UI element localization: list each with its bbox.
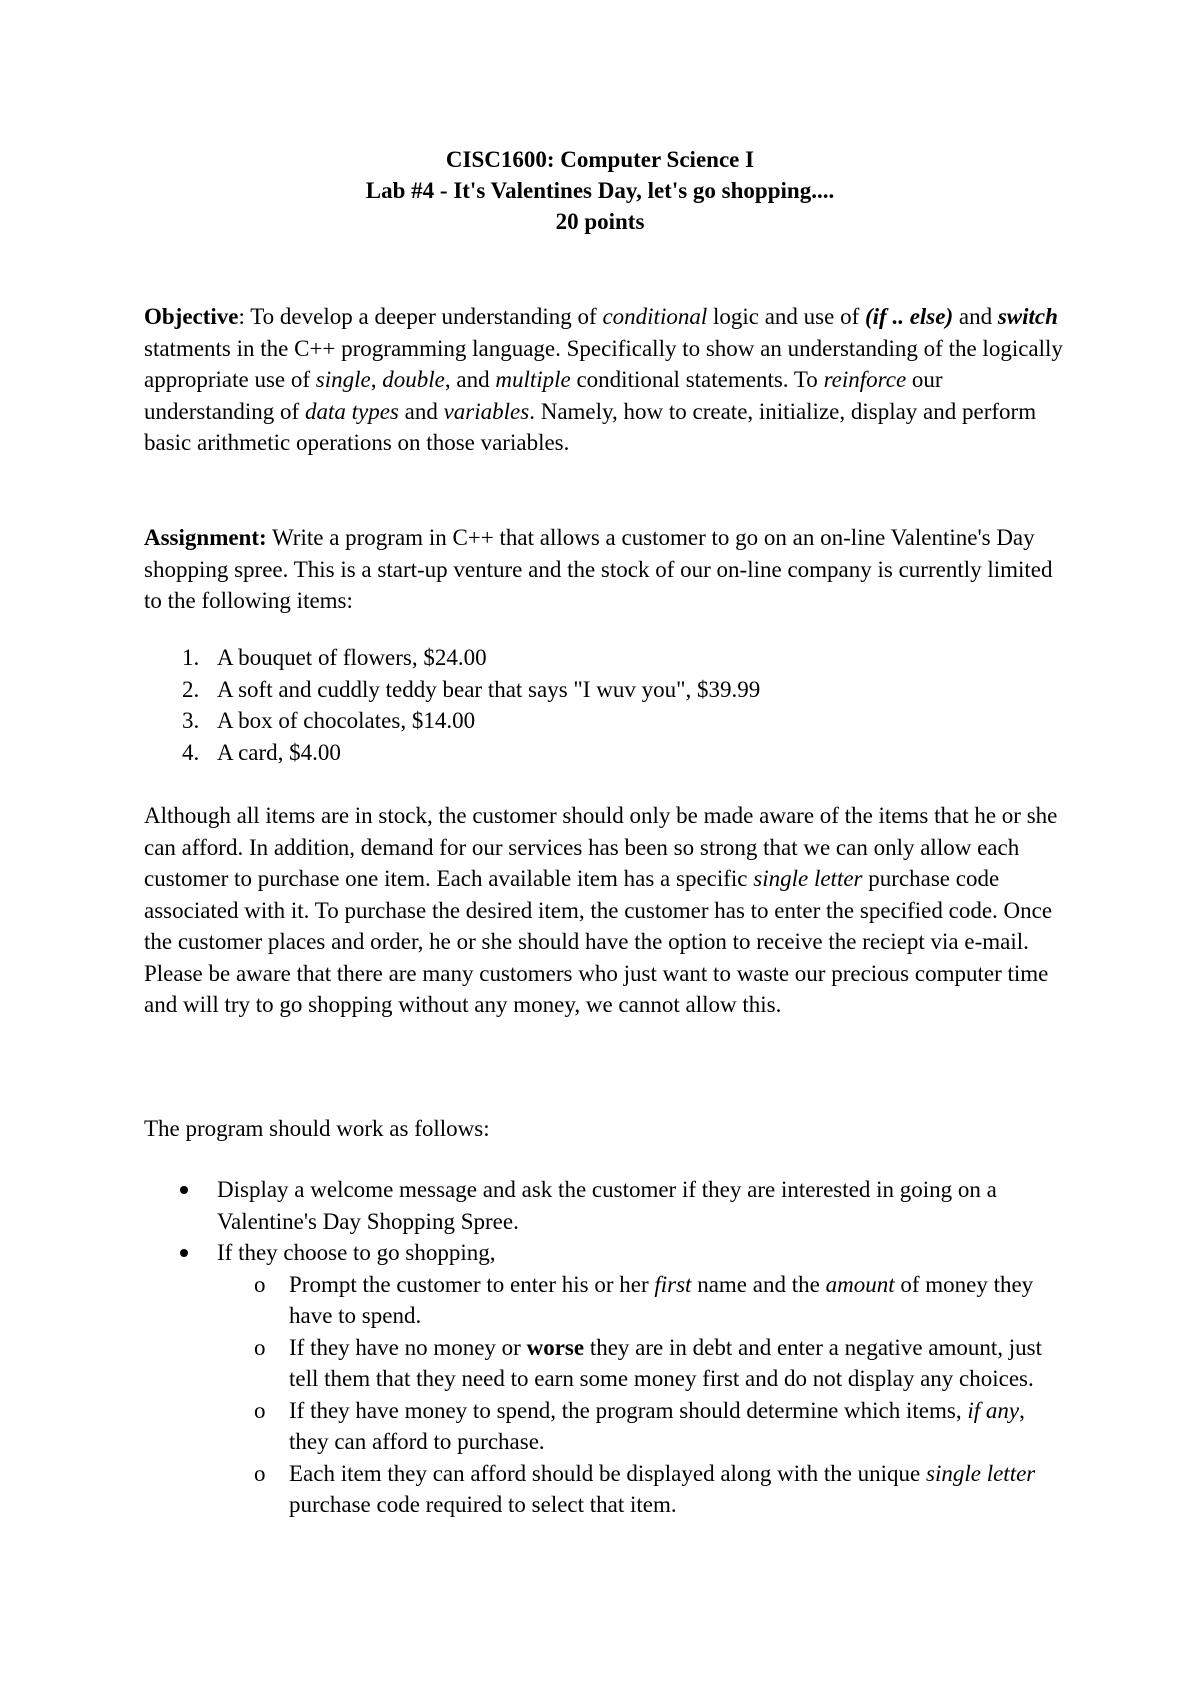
sub-item-text: they are in debt and enter a negative amount, just tell them that they need to earn some money first and do not display any choices. — [289, 1334, 1043, 1391]
item-number: 3. — [182, 708, 200, 733]
item-text: A card, $4.00 — [217, 739, 341, 765]
objective-emphasis: variables — [443, 398, 530, 424]
objective-emphasis: multiple — [495, 367, 571, 392]
instruction-list — [144, 1174, 1064, 1521]
sub-item-emphasis: first — [654, 1271, 692, 1297]
objective-text: and — [953, 304, 998, 329]
sub-list-item — [144, 1458, 1064, 1521]
sub-item-emphasis: worse — [526, 1334, 585, 1360]
afford-paragraph — [144, 800, 1064, 1021]
circle-bullet-icon: o — [254, 1334, 266, 1360]
assignment-paragraph — [144, 522, 1064, 617]
item-text: A bouquet of flowers, $24.00 — [217, 645, 487, 670]
sub-item-text: If they have money to spend, the program should determine which items, — [289, 1397, 968, 1423]
course-title: CISC1600: Computer Science I — [445, 147, 755, 172]
objective-text: conditional statements. To — [570, 367, 824, 392]
objective-text: logic and use of — [707, 304, 865, 329]
sub-item-emphasis: if any — [967, 1397, 1020, 1423]
document-header — [0, 144, 1200, 237]
list-item — [144, 674, 1044, 706]
list-item — [144, 737, 1044, 769]
objective-emphasis: conditional — [602, 304, 708, 329]
objective-text: , — [370, 367, 383, 392]
objective-text: our understanding of — [144, 367, 943, 424]
objective-text: , and — [444, 367, 496, 392]
circle-bullet-icon: o — [254, 1397, 266, 1423]
sub-item-text: Prompt the customer to enter his or her — [289, 1271, 655, 1297]
list-item — [144, 1174, 1064, 1237]
sub-item-text: If they have no money or — [289, 1334, 527, 1360]
objective-text: statments in the C++ programming language. Specifically to show an understanding of the logically appropriate use of — [144, 335, 1063, 392]
sub-list-item — [144, 1269, 1064, 1332]
sub-item-emphasis: amount — [825, 1271, 895, 1297]
objective-text: : To develop a deeper understanding of — [238, 304, 603, 329]
bullet-icon — [180, 1186, 188, 1194]
objective-keyword: switch — [997, 304, 1058, 329]
circle-bullet-icon: o — [254, 1271, 266, 1297]
sub-list-item — [144, 1332, 1064, 1395]
sub-item-emphasis: single letter — [926, 1460, 1036, 1486]
sub-item-text: of money they have to spend. — [289, 1271, 1034, 1328]
assignment-label: Assignment: — [144, 525, 267, 550]
sub-item-text: , they can afford to purchase. — [289, 1397, 1025, 1454]
bullet-icon — [180, 1249, 188, 1257]
afford-text: Although all items are in stock, the customer should only be made aware of the items that he or she can afford. In addition, demand for our services has been so strong that we can only allow each customer to purchase one item. Each available item has a specific — [144, 803, 1058, 891]
item-number: 2. — [182, 676, 200, 702]
item-text: A soft and cuddly teddy bear that says "I wuv you", $39.99 — [217, 676, 761, 702]
objective-keyword: (if .. else) — [865, 304, 954, 329]
objective-text: and — [398, 398, 444, 424]
item-number: 1. — [182, 645, 200, 670]
sub-item-text: purchase code required to select that item. — [289, 1492, 677, 1517]
assignment-text: Write a program in C++ that allows a customer to go on an on-line Valentine's Day shopping spree. This is a start-up venture and the stock of our on-line company is currently limited to the following items: — [144, 525, 1053, 613]
bullet-text: If they choose to go shopping, — [217, 1240, 496, 1265]
sub-list-item — [144, 1395, 1064, 1458]
objective-emphasis: data types — [304, 398, 399, 424]
program-intro: The program should work as follows: — [144, 1116, 490, 1141]
objective-label: Objective — [144, 304, 239, 329]
sub-item-text: Each item they can afford should be displayed along with the unique — [289, 1460, 927, 1486]
afford-emphasis: single letter — [753, 866, 863, 891]
objective-paragraph — [144, 301, 1064, 459]
sub-item-text: name and the — [691, 1271, 826, 1297]
objective-emphasis: double — [382, 367, 445, 392]
circle-bullet-icon: o — [254, 1460, 266, 1486]
objective-emphasis: reinforce — [823, 367, 907, 392]
list-item — [144, 642, 1044, 674]
list-item — [144, 1237, 1064, 1269]
item-text: A box of chocolates, $14.00 — [217, 708, 476, 733]
item-number: 4. — [182, 739, 200, 765]
objective-emphasis: single — [315, 367, 371, 392]
lab-title: Lab #4 - It's Valentines Day, let's go shopping.... — [365, 178, 835, 203]
item-list — [144, 642, 1044, 768]
bullet-text: Display a welcome message and ask the customer if they are interested in going on a Valentine's Day Shopping Spree. — [217, 1177, 997, 1234]
objective-text: . Namely, how to create, initialize, display and perform basic arithmetic operations on those variables. — [144, 398, 1037, 455]
afford-text: purchase code associated with it. To purchase the desired item, the customer has to enter the specified code. Once the customer places and order, he or she should have the option to receive the reciept via e-mail. Please be aware that there are many customers who just want to waste our precious computer time and will try to go shopping without any money, we cannot allow this. — [144, 866, 1053, 1017]
points-label: 20 points — [555, 209, 645, 234]
list-item — [144, 705, 1044, 737]
